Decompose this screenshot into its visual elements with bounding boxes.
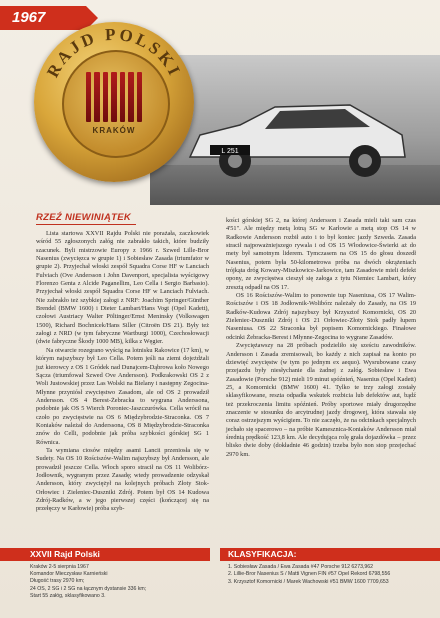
medal-city: KRAKÓW xyxy=(92,126,136,135)
classification-line: 1. Sobiesław Zasada / Ewa Zasada #47 Porsche 912 6273,962 xyxy=(228,564,374,570)
section-title: RZEŹ NIEWINIĄTEK xyxy=(36,212,132,223)
rally-info-title: XXVII Rajd Polski xyxy=(0,548,210,561)
rally-info-list xyxy=(30,564,210,600)
paragraph: Zwyciężawszy na 28 próbach podzieliło się sześciu zawodników. Andersson i Zasada zremisowali, bo każdy z nich zapisał na konto po dziewięć zwycięstw (w tym po jednym ex aequo). Wysrubowane czasy przejazdu były niesłychanie dla żadnej z załóg. Sobiesław i Ewa Zasadowie (Porsche 912) mieli 19 minut spóźnień, Nasenius (Opel Kadett) 25, a Komornicki (BMW 1600) 41. Tylko te trzy załogi zostały sklasyfikowane, reszta odpadła wskutek rozbicia lub defektów aut, bądź też przekroczenia limitu spóźnień. Próby sportowe miały drugorzędne znaczenie w stosunku do arcytrudnej jazdy drogowej, która stawała się coraz ostrzejszym wyścigiem. To nie zaczęło, że na odcinkach specjalnych jechało się spacerowo – na próbie Kamesznica-Koniaków Andersson miał średnią prędkość 123,8 km. Ale decydująca rolę grała dojazdówka – przez blisko dwie doby (dokładnie 46 godzin) trzeba było non stop przejechać 2970 km. xyxy=(226,342,416,458)
classification-title: KLASYFIKACJA: xyxy=(220,548,440,561)
classification-line: 3. Krzysztof Komornicki / Marek Wachowski #51 BMW 1600 7709,653 xyxy=(228,578,389,585)
year-tab: 1967 xyxy=(0,6,86,30)
classification-list xyxy=(228,564,433,586)
car-illustration xyxy=(180,95,410,185)
medal-title: RAJD POLSKI xyxy=(42,24,186,81)
paragraph: OS 16 Rościszów-Walim to ponownie tup Naseniusa, OS 17 Walim-Rościszów i OS 18 Jodłownik-Wolibórz należały do Zasady, na OS 19 Radków-Kudowa Zdrój najszybszy był Krzysztof Komornicki, OS 20 Zieleniec-Duszniki Zdrój i OS 21 Orłowiec-Złoty Stok padły łupem Naseniusa. OS 22 Straconka był popisem Komornickiego. Finałowe odcinki Żebracka-Berest i Młynne-Zegocina to wygrane Zasadów. xyxy=(226,292,416,341)
footer xyxy=(0,548,440,618)
classification-line: 2. Lillie-Bror Nasenius S / Matti Vignen FIN #57 Opel Rekord 6798,556 xyxy=(228,571,391,578)
rally-info-line: Długość trasy 2970 km; xyxy=(30,578,85,585)
rally-info-line: Start 55 załóg, sklasyfikowano 3. xyxy=(30,592,106,599)
rally-info-line: 24 OS, 2 SG i 2 SG na łącznym dystansie 336 km; xyxy=(30,585,147,592)
rally-info-line: Kraków 2-5 sierpnia 1967 xyxy=(30,564,89,570)
section-rule xyxy=(36,224,136,225)
paragraph: Lista startowa XXVII Rajdu Polski nie porażała, zaczkowiek wśród 55 zgłoszonych załóg nie zabrakło takich, które budziły szacunek. Byli mistrzowie Europy z 1966 r. Szwed Lille-Bror Nasenius (zwycięzca w grupie 1) i Sobiesław Zasada (triumfator w grupie 2). Przyjechał włoski zespół Squadra Corse HF w Lanciach Fulviach (Ove Andersson i John Davenport, specjalista wyścigowy Florenzo Genta z Alcide Paganellim, Leo Cella i Sergio Barbasio). Przyjechał włoski zespół Squadra Corse HF w Lanciach Fulviach. Nie zabrakło też szybkiej załogi z NRF: Joachim Springer/Günther Brendel (BMW 1600) i Dieter Lambart/Hans Vogt (Opel Kadett), czołowi Austriacy Walter Pöltinger/Ernst Meninsky (Volkswagen 1500), Richard Bochnicek/Hans Siller (Citroën DS 21). Były też załogi z NRD (w tym fabryczne Wartburgi 1000), Czechosłowacji (dwie fabryczne Škody 1000 MB), kilka z Węgier. xyxy=(36,230,209,346)
medal-bars-emblem xyxy=(86,72,142,122)
paragraph: Na otwarcie rozegrano wyścig na lotnisku Rakowice (17 km), w którym najszybszy był Leo Cella. Potem jeśli na ziemi dojeżdżali już kierowcy z OS 1 Gródek nad Dunajcem-Dąbrowa koło Nowego Sącza (triumfował Szwed Ove Andersson). Podkrakowski OS 2 z Woli Justowskiej przez Las Wolski na Bielany i następny Zegocina-Młynne przyniósł zwycięstwo Zasadom, ale od OS 2 prowadził Andersson. OS 4 Berest-Żebracka to wygrana Anderssona, podobnie jak OS 5 Wierch Poroniec-Jaszczurówka. Cella wrócił na czoło po zwycięstwie na OS 6 Międzybrodzie-Straconka. OS 7 Koniaków należał do Anderssona, OS 8 Międzybrodzie-Straconka znów do Celli, podobnie jak próba szybkości górskiej SG 1 Równica. xyxy=(36,346,209,446)
license-plate: L 251 xyxy=(221,148,239,155)
article-column-left xyxy=(36,230,209,514)
article-column-right xyxy=(226,217,416,459)
rally-medal xyxy=(34,22,194,182)
paragraph: kości górskiej SG 2, na której Andersson i Zasada mieli taki sam czas 4'51". Ale między metą lotną SG w Karłowie a metą stop OS 14 w Radkowie Andersson rozbił auto i to był koniec jazdy Szweda. Zasada stracił najpoważniejszego rywala i od OS 15 Włodowice-Świerki aż do mety był samotnym liderem. Tymczasem na OS 15 do głosu doszedł Nasenius, potem była 50-kilometrowa próba na dwóch okrążeniach trójkąta dróg Kowary-Miszkowice-Jarkowice, tam Zasadowie mieli defekt opony, ze zwycięstwa cieszył się załoga z tytu Niemiec Lambart, który zresztą odpadł na OS 17. xyxy=(226,217,416,291)
paragraph: Ta wymiana ciosów między asami Lancii przeniosła się w Sudety. Na OS 10 Rościszów-Walim najszybszy był Andersson, ale prowadził jeszcze Cella. Włoch sporo stracił na OS 11 Wolibórz-Jodłownik, wygranym przez Zasadę; wtedy prowadzenie odzyskał Andersson, który zwyciężył na kolejnych próbach Złoty Stok-Orłowiec i Zieleniec-Duszniki Zdrój. Potem był OS 14 Kudowa Zdrój-Radków, a w jego pierwszej części (kończącej się na przełęczy w Karłowie) próba szyb- xyxy=(36,446,209,513)
rally-info-line: Komandor Mieczysław Karnieński xyxy=(30,571,108,578)
